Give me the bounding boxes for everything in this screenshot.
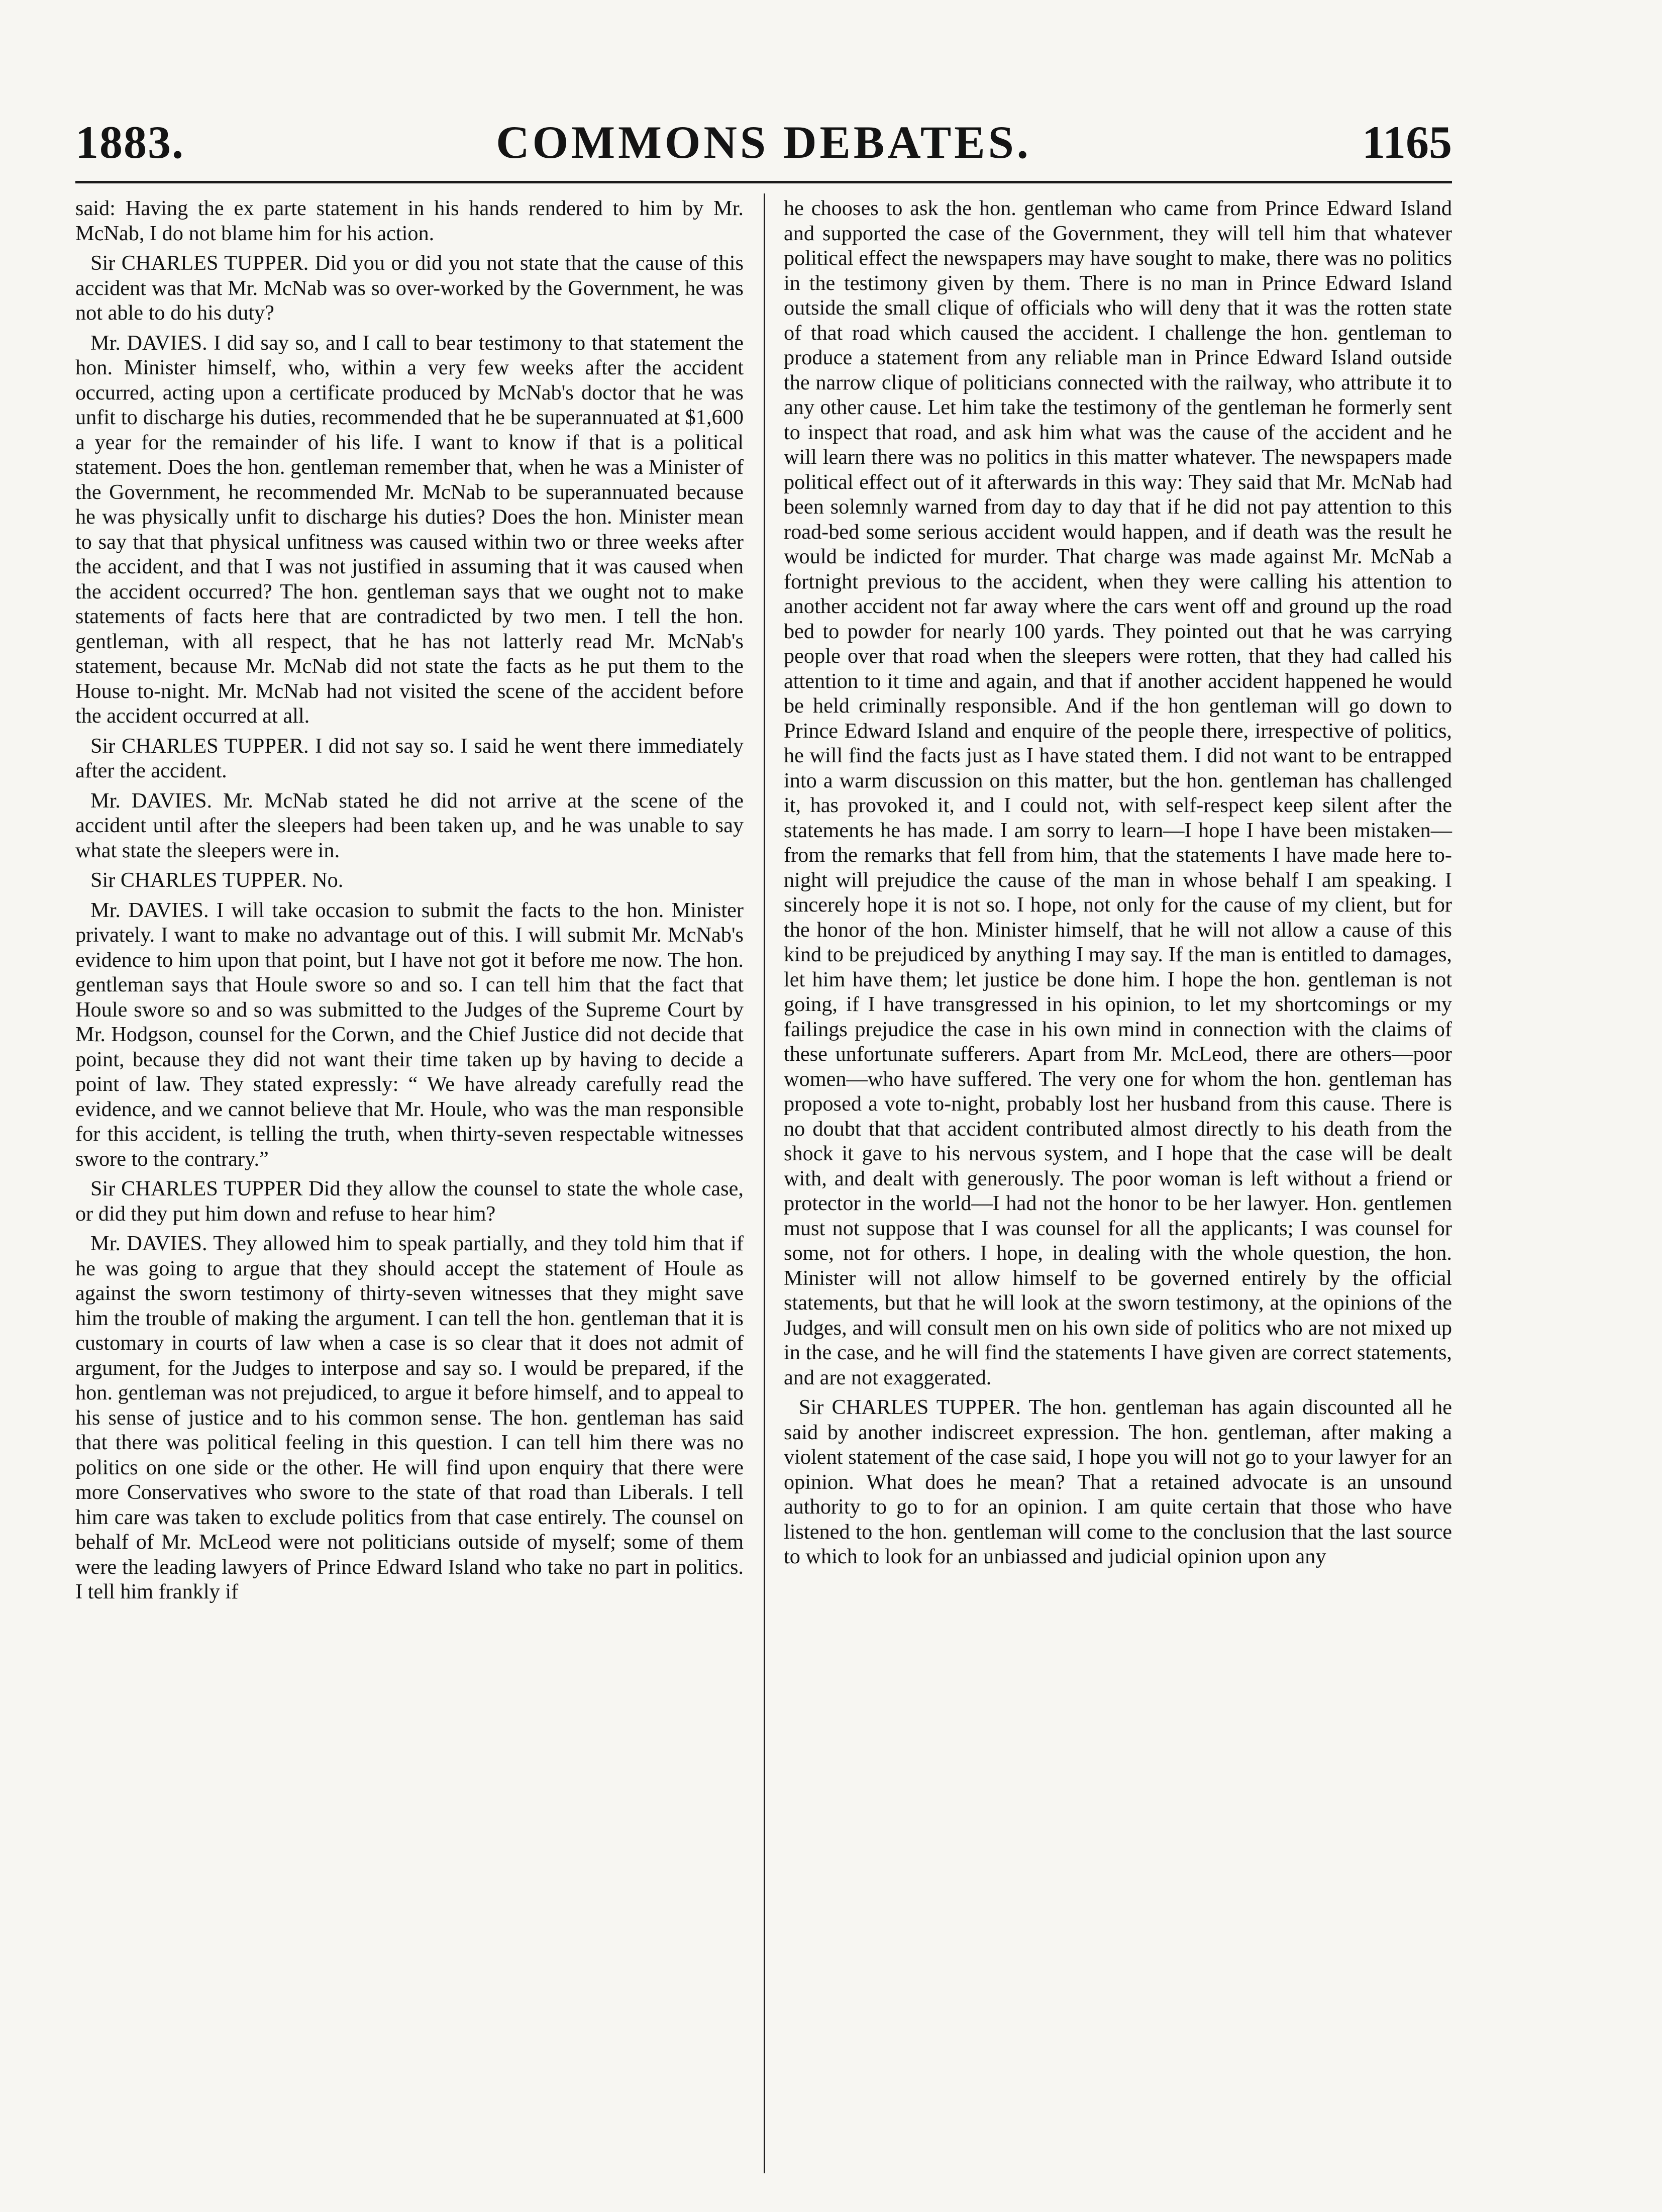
paragraph: Sir CHARLES TUPPER. Did you or did you not state that the cause of this accident was that Mr. McNab was so over-worked by the Government, he was not able to do his duty? [75,251,744,325]
paragraph: Sir CHARLES TUPPER. I did not say so. I said he went there immediately after the accident. [75,734,744,782]
header-rule [75,181,1452,183]
header-title: COMMONS DEBATES. [496,117,1031,168]
paragraph: Mr. DAVIES. I did say so, and I call to bear testimony to that statement the hon. Minister himself, who, within a very few weeks after the accident occurred, acting upon a certificate produced by McNab's doctor that he was unfit to discharge his duties, recommended that he be superannuated at $1,600 a year for the remainder of his life. I want to know if that is a political statement. Does the hon. gentleman remember that, when he was a Minister of the Government, he recommended Mr. McNab to be superannuated because he was physically unfit to discharge his duties? Does the hon. Minister mean to say that that physical unfitness was caused within two or three weeks after the accident, and that I was not justified in assuming that it was caused when the accident occurred? The hon. gentleman says that we ought not to make statements of facts here that are contradicted by two men. I tell the hon. gentleman, with all respect, that he has not latterly read Mr. McNab's statement, because Mr. McNab did not state the facts as he put them to the House to-night. Mr. McNab had not visited the scene of the accident before the accident occurred at all. [75,331,744,728]
right-column [784,196,1452,1574]
document-page [75,95,1452,2156]
column-divider [764,193,765,2173]
paragraph: Mr. DAVIES. Mr. McNab stated he did not arrive at the scene of the accident until after the sleepers had been taken up, and he was unable to say what state the sleepers were in. [75,788,744,862]
paragraph: Mr. DAVIES. They allowed him to speak partially, and they told him that if he was going to argue that they should accept the statement of Houle as against the sworn testimony of thirty-seven witnesses that they might save him the trouble of making the argument. I can tell the hon. gentleman that it is customary in courts of law when a case is so clear that it does not admit of argument, for the Judges to interpose and say so. I would be prepared, if the hon. gentleman was not prejudiced, to argue it before himself, and to appeal to his sense of justice and to his common sense. The hon. gentleman has said that there was political feeling in this question. I can tell him there was no politics on one side or the other. He will find upon enquiry that there were more Conservatives who swore to the state of that road than Liberals. I tell him care was taken to exclude politics from that case entirely. The counsel on behalf of Mr. McLeod were not politicians outside of myself; some of them were the leading lawyers of Prince Edward Island who take no part in politics. I tell him frankly if [75,1232,744,1603]
paragraph: Sir CHARLES TUPPER. The hon. gentleman has again discounted all he said by another indiscreet expression. The hon. gentleman, after making a violent statement of the case said, I hope you will not go to your lawyer for an opinion. What does he mean? That a retained advocate is an unsound authority to go to for an opinion. I am quite certain that those who have listened to the hon. gentleman will come to the conclusion that the last source to which to look for an unbiassed and judicial opinion upon any [784,1395,1452,1568]
header-page-number: 1165 [1362,117,1452,168]
header-year: 1883. [75,117,184,168]
page-header [75,95,1452,171]
paragraph: Sir CHARLES TUPPER Did they allow the counsel to state the whole case, or did they put him down and refuse to hear him? [75,1177,744,1226]
paragraph: Sir CHARLES TUPPER. No. [90,868,344,892]
paragraph: Mr. DAVIES. I will take occasion to submit the facts to the hon. Minister privately. I want to make no advantage out of this. I will submit Mr. McNab's evidence to him upon that point, but I have not got it before me now. The hon. gentleman says that Houle swore so and so. I can tell him that the fact that Houle swore so and so was submitted to the Judges of the Supreme Court by Mr. Hodgson, counsel for the Corwn, and the Chief Justice did not decide that point, because they did not want their time taken up by having to decide a point of law. They stated expressly: “ We have already carefully read the evidence, and we cannot believe that Mr. Houle, who was the man responsible for this accident, is telling the truth, when thirty-seven respectable witnesses swore to the contrary.” [75,898,744,1171]
paragraph: said: Having the ex parte statement in his hands rendered to him by Mr. McNab, I do not blame him for his action. [75,196,744,245]
paragraph: he chooses to ask the hon. gentleman who came from Prince Edward Island and supported the case of the Government, they will tell him that whatever political effect the newspapers may have sought to make, there was no politics in the testimony given by them. There is no man in Prince Edward Island outside the small clique of officials who will deny that it was the rotten state of that road which caused the accident. I challenge the hon. gentleman to produce a statement from any reliable man in Prince Edward Island outside the narrow clique of politicians connected with the railway, who attribute it to any other cause. Let him take the testimony of the gentleman he formerly sent to inspect that road, and ask him what was the cause of the accident and he will learn there was no politics in this matter whatever. The newspapers made political effect out of it afterwards in this way: They said that Mr. McNab had been solemnly warned from day to day that if he did not pay attention to this road-bed some serious accident would happen, and if death was the result he would be indicted for murder. That charge was made against Mr. McNab a fortnight previous to the accident, when they were calling his attention to another accident not far away where the cars went off and ground up the road bed to powder for nearly 100 yards. They pointed out that he was carrying people over that road when the sleepers were rotten, that they had called his attention to it time and again, and that if another accident happened he would be held criminally responsible. And if the hon gentleman will go down to Prince Edward Island and enquire of the people there, irrespective of politics, he will find the facts just as I have stated them. I did not want to be entrapped into a warm discussion on this matter, but the hon. gentleman has challenged it, has provoked it, and I could not, with self-respect keep silent after the statements he has made. I am sorry to learn—I hope I have been mistaken—from the remarks that fell from him, that the statements I have made here to-night will prejudice the cause of the man in whose behalf I am speaking. I sincerely hope it is not so. I hope, not only for the cause of my client, but for the honor of the hon. Minister himself, that he will not allow a cause of this kind to be prejudiced by anything I may say. If the man is entitled to damages, let him have them; let justice be done him. I hope the hon. gentleman is not going, if I have transgressed in his opinion, to let my shortcomings or my failings prejudice the case in his own mind in connection with the claims of these unfortunate sufferers. Apart from Mr. McLeod, there are others—poor women—who have suffered. The very one for whom the hon. gentleman has proposed a vote to-night, probably lost her husband from this cause. There is no doubt that that accident contributed almost directly to his death from the shock it gave to his nervous system, and I hope that the case will be dealt with, and dealt with generously. The poor woman is left without a friend or protector in the world—I had not the honor to be her lawyer. Hon. gentlemen must not suppose that I was counsel for all the applicants; I was counsel for some, not for others. I hope, in dealing with the whole question, the hon. Minister will not allow himself to be governed entirely by the official statements, but that he will look at the sworn testimony, at the opinions of the Judges, and will consult men on his own side of politics who are not mixed up in the case, and he will find the statements I have given are correct statements, and are not exaggerated. [784,196,1452,1389]
left-column [75,196,744,1610]
